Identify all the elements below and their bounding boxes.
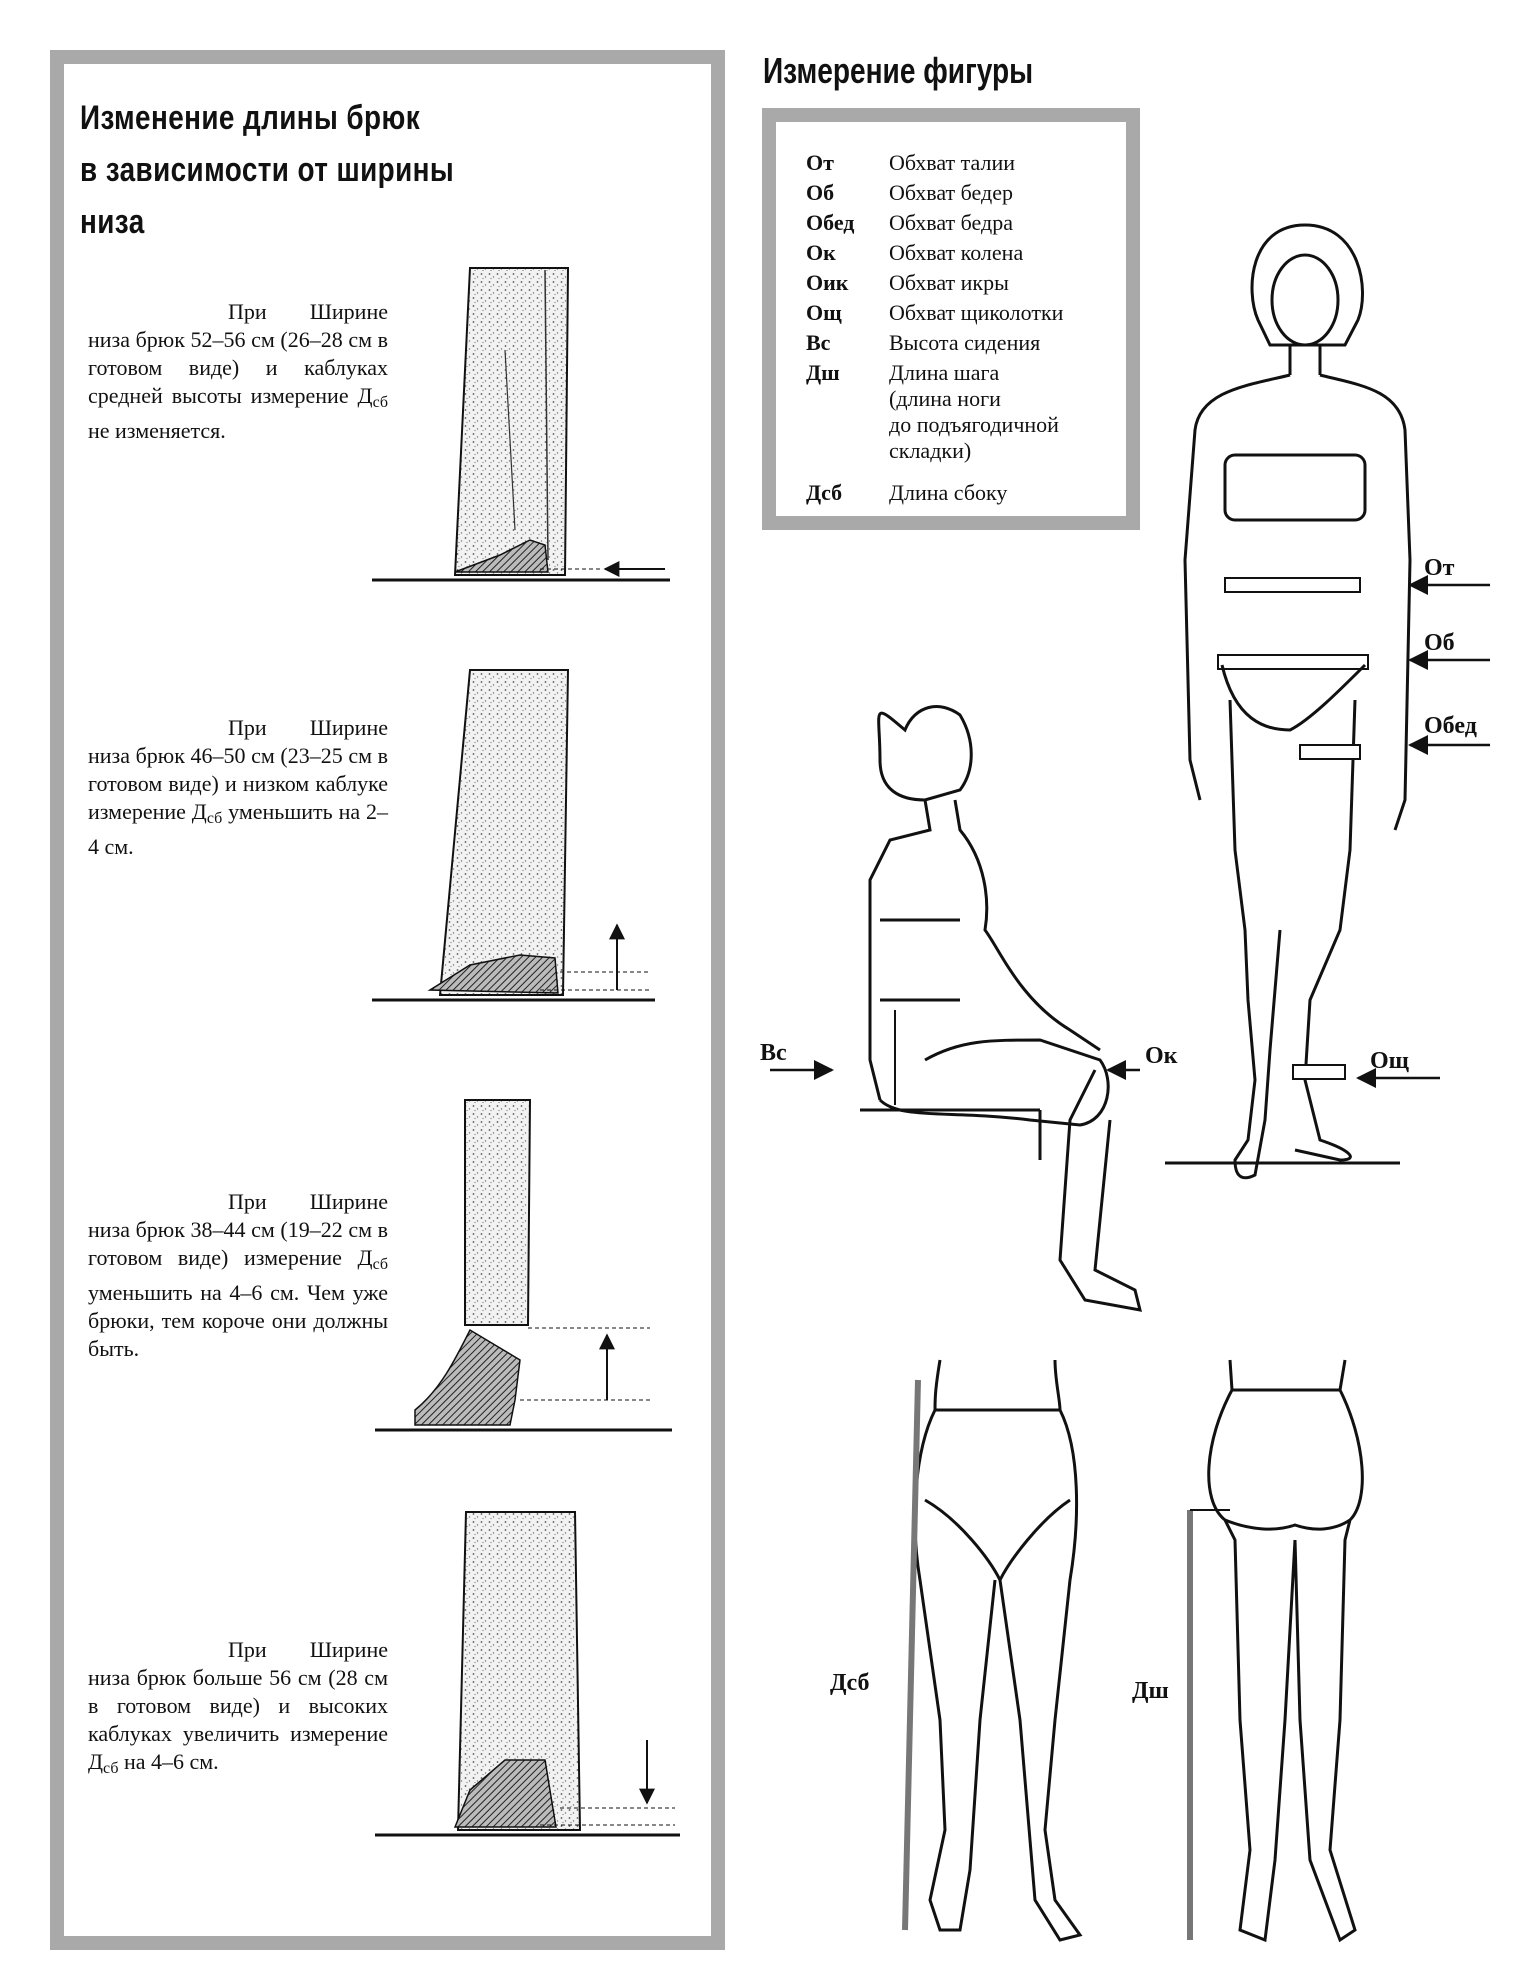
left-title-line-1: Изменение длины брюк <box>80 99 421 137</box>
paragraph-1: При Ширине низа брюк 52–56 см (26–28 см в готовом виде) и каблуках средней высоты измерение $Д_{сб}$ не изменяется. <box>88 299 388 443</box>
seated-figure <box>860 707 1140 1310</box>
paragraph-2: При Ширине низа брюк 46–50 см (23–25 см в готовом виде) и низком каблуке измерение $Д_{сб}$ уменьшить на 2–4 см. <box>88 715 389 859</box>
lower-body-back <box>1190 1360 1362 1940</box>
pant-leg-illustration-3 <box>375 1100 672 1430</box>
paragraph-4: При Ширине низа брюк больше 56 см (28 см в готовом виде) и высоких каблуках увеличить измерение $Д_{сб}$ на 4–6 см. <box>88 1637 388 1777</box>
figure-measure-title: Измерение фигуры <box>763 50 1034 91</box>
paragraph-3: При Ширине низа брюк 38–44 см (19–22 см в готовом виде) измерение $Д_{сб}$ уменьшить на 4–6 см. Чем уже брюки, тем короче они должны быть. <box>88 1189 388 1361</box>
legend-box: От Обхват талии Об Обхват бедер Обед Обхват бедра Ок Обхват колена Оик Обхват икры Ощ Обхват щиколотки Вс Высота сидения Дш Длина шага (длина ноги до подъягодичной складки) Дсб Длина сбоку <box>762 108 1140 530</box>
left-title-line-2: в зависимости от ширины низа <box>80 151 455 241</box>
label-ob: Об <box>1424 630 1455 656</box>
label-vs: Вс <box>760 1040 787 1066</box>
pant-leg-illustration-4 <box>375 1512 680 1835</box>
label-ot: От <box>1424 555 1455 581</box>
pant-leg-illustration-1 <box>372 268 670 580</box>
label-dsb: Дсб <box>830 1670 870 1696</box>
label-osch: Ощ <box>1370 1048 1409 1074</box>
standing-figure <box>1165 225 1410 1178</box>
label-ok: Ок <box>1145 1043 1178 1069</box>
lower-body-front <box>905 1360 1080 1940</box>
label-dsh: Дш <box>1132 1678 1169 1704</box>
pant-leg-illustration-2 <box>372 670 655 1000</box>
label-obed: Обед <box>1424 713 1477 739</box>
